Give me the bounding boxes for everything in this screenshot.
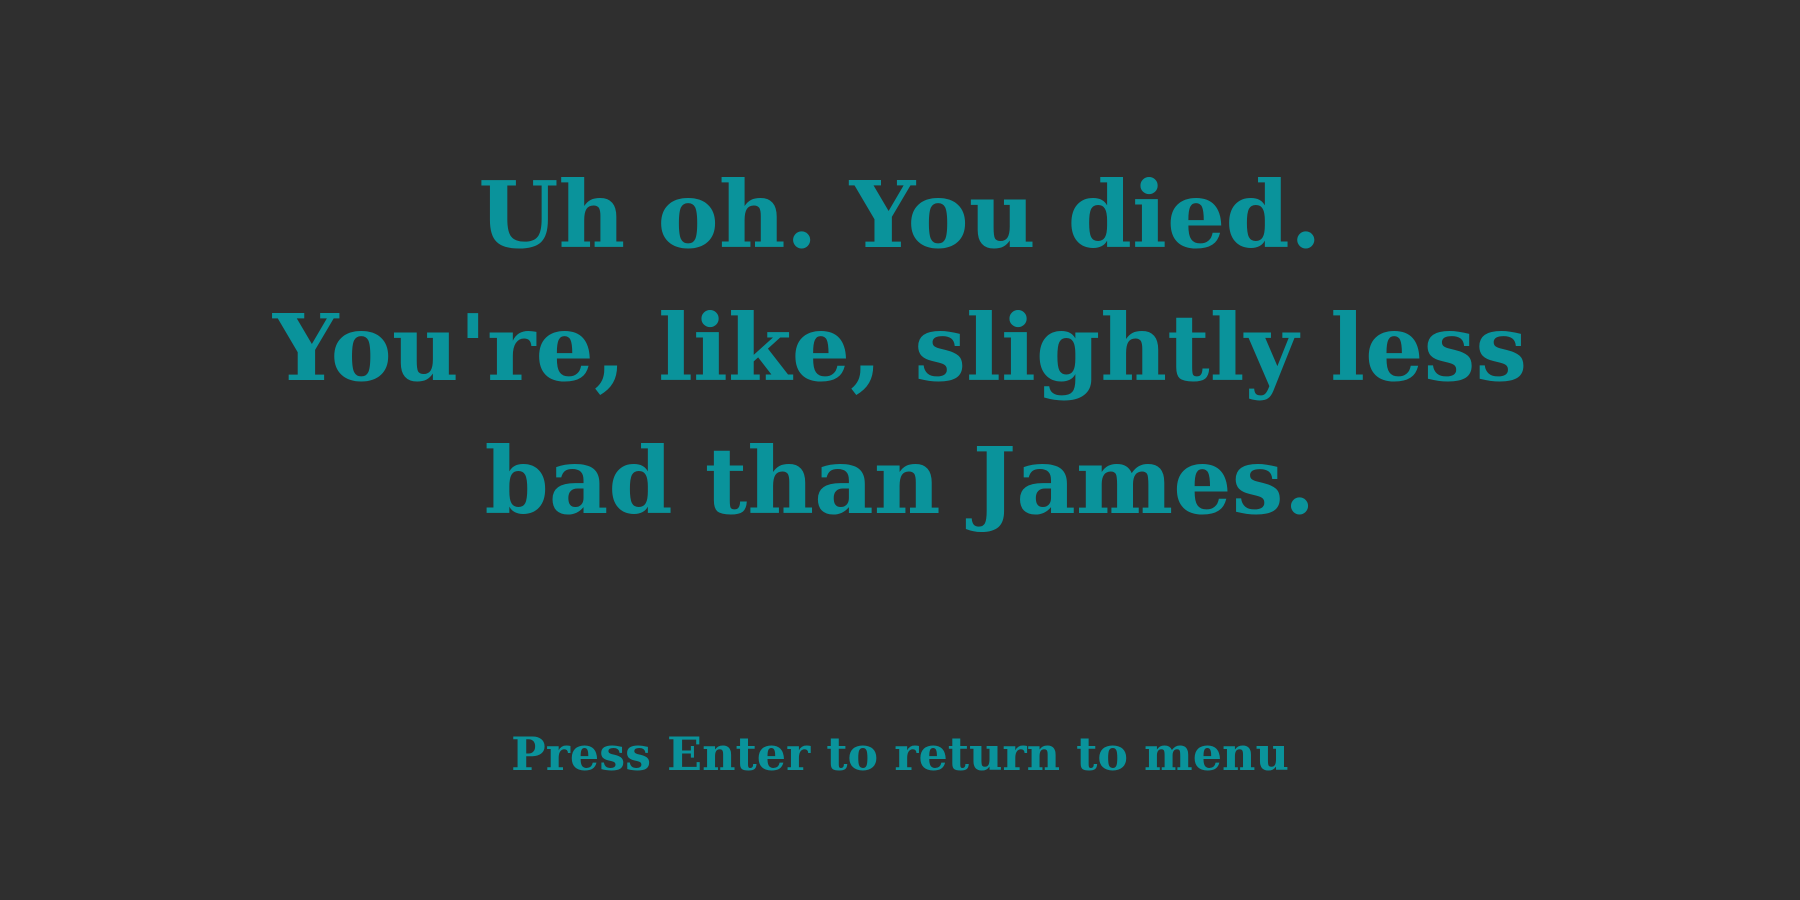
death-message-line-2: You're, like, slightly less xyxy=(272,294,1528,402)
return-to-menu-prompt: Press Enter to return to menu xyxy=(511,727,1289,781)
death-message-line-1: Uh oh. You died. xyxy=(478,161,1322,269)
death-message-line-3: bad than James. xyxy=(484,427,1316,535)
